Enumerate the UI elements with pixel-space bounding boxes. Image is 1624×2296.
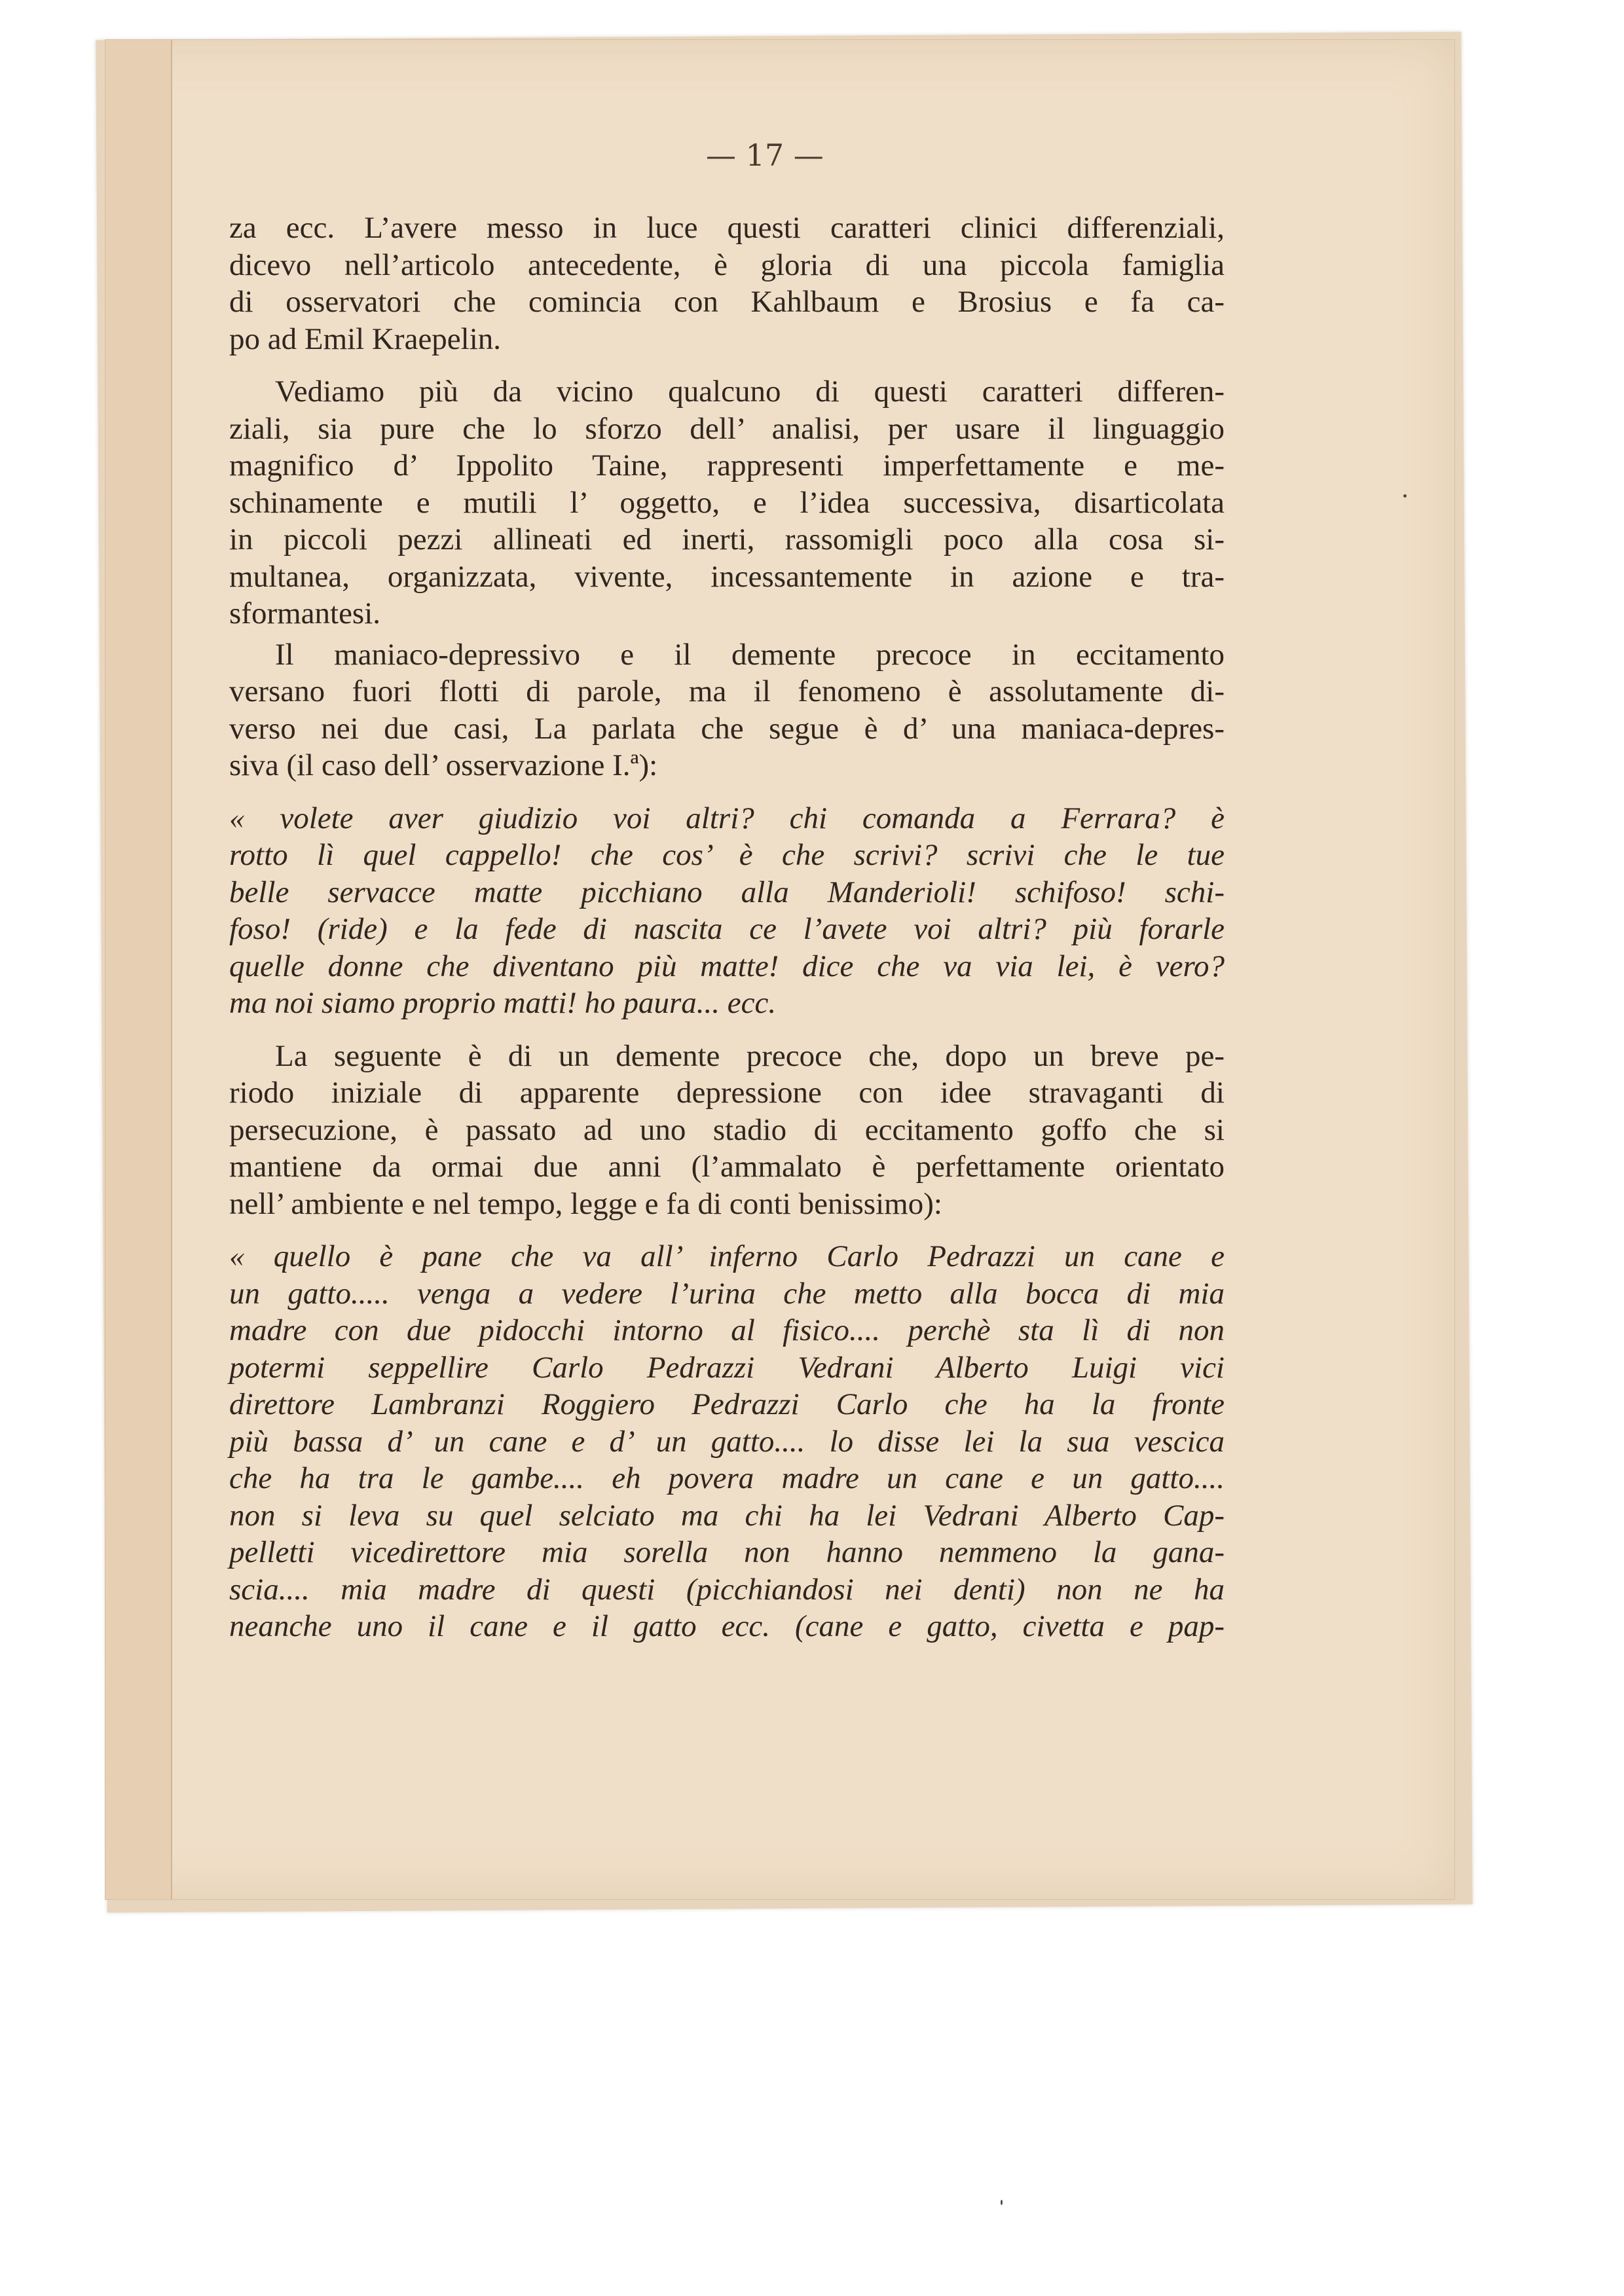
quote-line: quelle donne che diventano più matte! dice che va via lei, è vero? — [229, 949, 1225, 983]
text-line: in piccoli pezzi allineati ed inerti, rassomigli poco alla cosa si- — [229, 522, 1225, 556]
quote-line: neanche uno il cane e il gatto ecc. (cane e gatto, civetta e pap- — [229, 1609, 1225, 1643]
text-line: Vediamo più da vicino qualcuno di questi caratteri differen- — [275, 374, 1225, 409]
text-line: magnifico d’ Ippolito Taine, rappresenti imperfettamente e me- — [229, 448, 1225, 483]
text-line: siva (il caso dell’ osservazione I.ª): — [229, 748, 658, 782]
text-line: riodo iniziale di apparente depressione con idee stravaganti di — [229, 1076, 1225, 1110]
quote-line: potermi seppellire Carlo Pedrazzi Vedrani Alberto Luigi vici — [229, 1350, 1225, 1385]
page-spine — [105, 40, 172, 1899]
quote-line: foso! (ride) e la fede di nascita ce l’avete voi altri? più forarle — [229, 912, 1225, 946]
paragraph-1 — [229, 210, 1225, 357]
text-line: ziali, sia pure che lo sforzo dell’ analisi, per usare il linguaggio — [229, 411, 1225, 446]
text-line: versano fuori flotti di parole, ma il fenomeno è assolutamente di- — [229, 674, 1225, 708]
quote-line: « quello è pane che va all’ inferno Carlo Pedrazzi un cane e — [229, 1239, 1225, 1273]
ink-speck — [1001, 2200, 1003, 2205]
quote-line: più bassa d’ un cane e d’ un gatto.... lo disse lei la sua vescica — [229, 1424, 1225, 1459]
quote-line: direttore Lambranzi Roggiero Pedrazzi Carlo che ha la fronte — [229, 1387, 1225, 1421]
text-line: verso nei due casi, La parlata che segue è d’ una maniaca-depres- — [229, 711, 1225, 746]
quote-line: ma noi siamo proprio matti! ho paura... ecc. — [229, 986, 777, 1020]
text-line: schinamente e mutili l’ oggetto, e l’idea successiva, disarticolata — [229, 485, 1225, 520]
text-line: La seguente è di un demente precoce che, dopo un breve pe- — [275, 1038, 1225, 1073]
quote-line: non si leva su quel selciato ma chi ha lei Vedrani Alberto Cap- — [229, 1498, 1225, 1533]
quote-line: che ha tra le gambe.... eh povera madre un cane e un gatto.... — [229, 1461, 1225, 1495]
text-line: sformantesi. — [229, 596, 381, 630]
quote-line: « volete aver giudizio voi altri? chi comanda a Ferrara? è — [229, 801, 1225, 835]
quote-line: madre con due pidocchi intorno al fisico.... perchè sta lì di non — [229, 1313, 1225, 1347]
text-line: di osservatori che comincia con Kahlbaum e Brosius e fa ca- — [229, 285, 1225, 319]
text-line: persecuzione, è passato ad uno stadio di eccitamento goffo che si — [229, 1112, 1225, 1147]
quote-demente-precoce — [229, 1238, 1225, 1645]
ink-speck — [1403, 494, 1407, 498]
quote-line: belle servacce matte picchiano alla Manderioli! schifoso! schi- — [229, 875, 1225, 909]
text-line: dicevo nell’articolo antecedente, è gloria di una piccola famiglia — [229, 247, 1225, 282]
text-line: Il maniaco-depressivo e il demente precoce in eccitamento — [275, 637, 1225, 672]
page-number: — 17 — — [706, 137, 824, 173]
text-line: nell’ ambiente e nel tempo, legge e fa di conti benissimo): — [229, 1186, 942, 1221]
paragraph-3 — [229, 636, 1225, 784]
quote-maniaca-depressiva — [229, 800, 1225, 1022]
quote-line: rotto lì quel cappello! che cos’ è che scrivi? scrivi che le tue — [229, 838, 1225, 872]
text-line: mantiene da ormai due anni (l’ammalato è perfettamente orientato — [229, 1150, 1225, 1184]
text-line: multanea, organizzata, vivente, incessantemente in azione e tra- — [229, 559, 1225, 594]
text-line: po ad Emil Kraepelin. — [229, 321, 502, 356]
paragraph-4 — [229, 1038, 1225, 1223]
page-text — [229, 210, 1225, 1661]
quote-line: pelletti vicedirettore mia sorella non hanno nemmeno la gana- — [229, 1535, 1225, 1569]
quote-line: un gatto..... venga a vedere l’urina che metto alla bocca di mia — [229, 1276, 1225, 1311]
paragraph-2 — [229, 373, 1225, 632]
quote-line: scia.... mia madre di questi (picchiandosi nei denti) non ne ha — [229, 1572, 1225, 1607]
text-line: za ecc. L’avere messo in luce questi caratteri clinici differenziali, — [229, 211, 1225, 245]
